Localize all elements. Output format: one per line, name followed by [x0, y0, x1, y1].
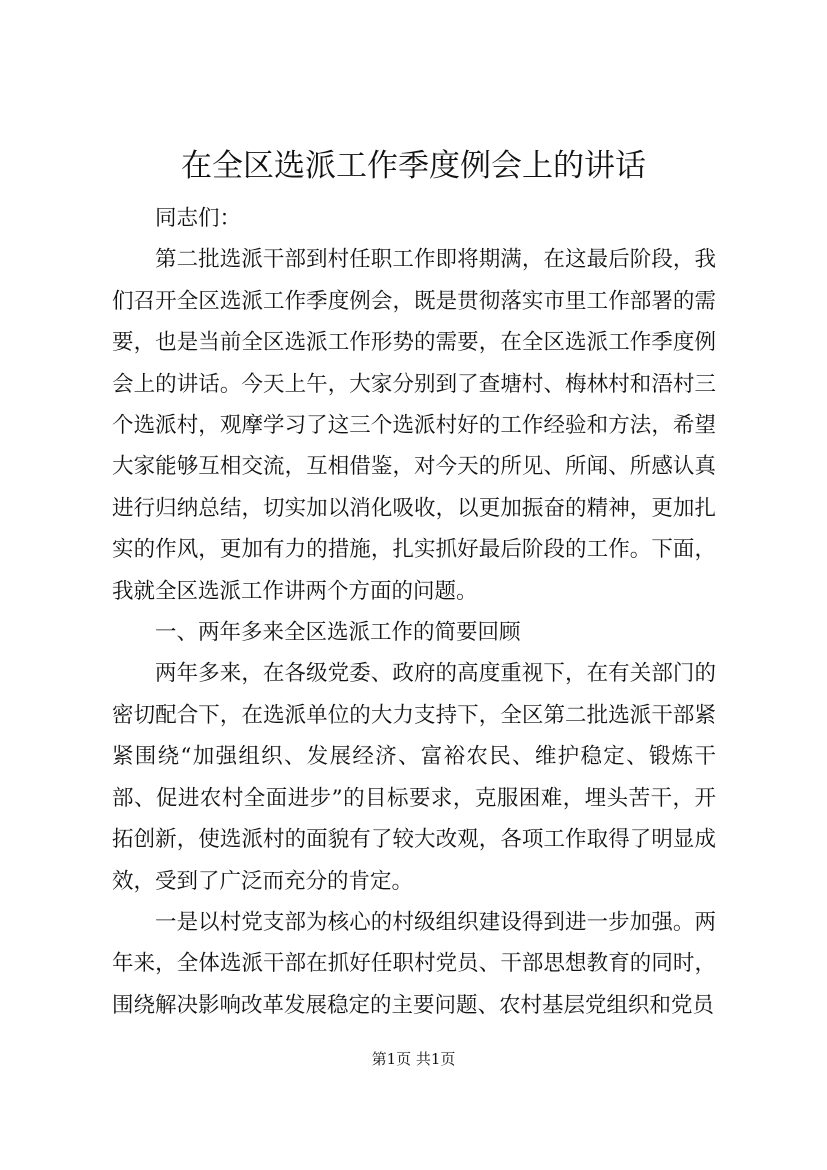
- document-title: 在全区选派工作季度例会上的讲话: [181, 148, 646, 184]
- greeting-line: 同志们：: [155, 206, 242, 231]
- paragraph-intro: 第二批选派干部到村任职工作即将期满，在这最后阶段，我们召开全区选派工作季度例会，既是贯彻落实市里工作部署的需要，也是当前全区选派工作形势的需要，在全区选派工作季度例会上的讲话。今天上午，大家分别到了查塘村、梅林村和浯村三个选派村，观摩学习了这三个选派村好的工作经验和方法，希望大家能够互相交流，互相借鉴，对今天的所见、所闻、所感认真进行归纳总结，切实加以消化吸收，以更加振奋的精神，更加扎实的作风，更加有力的措施，扎实抓好最后阶段的工作。下面，我就全区选派工作讲两个方面的问题。: [112, 247, 716, 604]
- document-body: [112, 198, 716, 1026]
- page-footer: [0, 1049, 827, 1069]
- page-number-label: 第1页 共1页: [371, 1050, 456, 1068]
- section-heading: 一、两年多来全区选派工作的简要回顾: [155, 620, 521, 646]
- paragraph-review: 两年多来，在各级党委、政府的高度重视下，在有关部门的密切配合下，在选派单位的大力支持下，全区第二批选派干部紧紧围绕“加强组织、发展经济、富裕农民、维护稳定、锻炼干部、促进农村全面进步”的目标要求，克服困难，埋头苦干，开拓创新，使选派村的面貌有了较大改观，各项工作取得了明显成效，受到了广泛而充分的肯定。: [112, 661, 716, 894]
- paragraph-point-one: 一是以村党支部为核心的村级组织建设得到进一步加强。两年来，全体选派干部在抓好任职村党员、干部思想教育的同时，围绕解决影响改革发展稳定的主要问题、农村基层党组织和党员: [112, 909, 716, 1018]
